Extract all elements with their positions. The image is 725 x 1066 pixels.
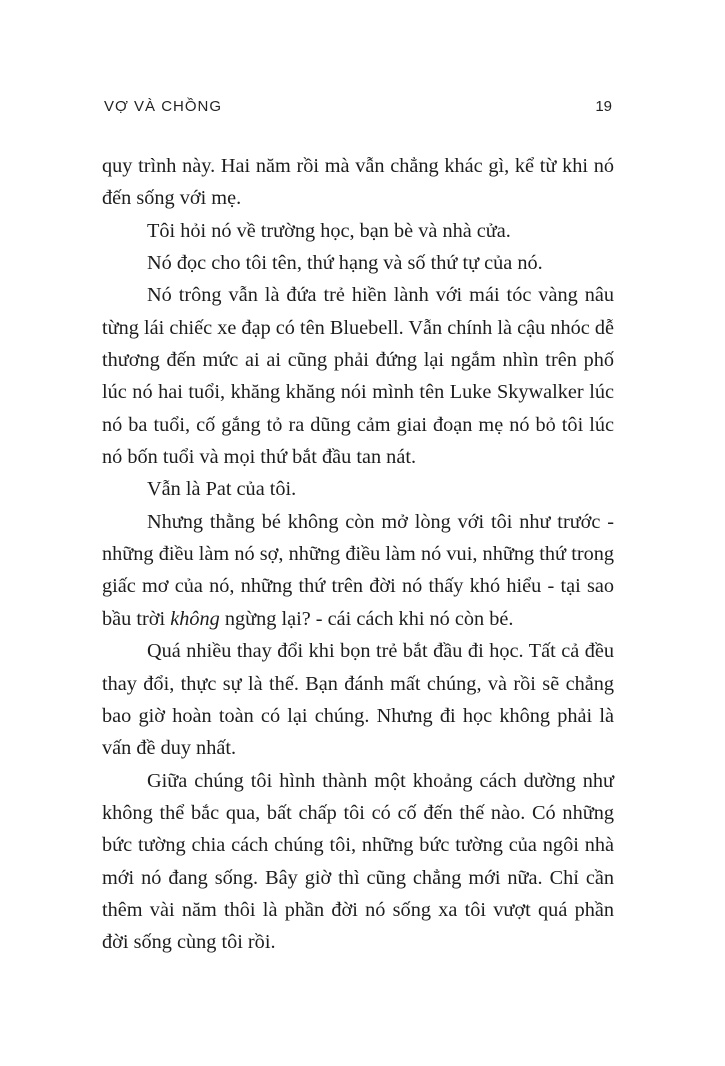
page-number: 19	[595, 98, 612, 115]
paragraph: Vẫn là Pat của tôi.	[147, 478, 297, 501]
paragraph: Tôi hỏi nó về trường học, bạn bè và nhà cửa.	[147, 219, 511, 242]
running-title: VỢ VÀ CHỒNG	[104, 98, 223, 115]
paragraph-text-after: ngừng lại? - cái cách khi nó còn bé.	[219, 607, 514, 630]
paragraph: quy trình này. Hai năm rồi mà vẫn chẳng khác gì, kể từ khi nó đến sống với mẹ.	[102, 155, 614, 210]
body-text	[102, 150, 614, 959]
emphasized-word: không	[170, 607, 220, 630]
paragraph: Nó trông vẫn là đứa trẻ hiền lành với mái tóc vàng nâu từng lái chiếc xe đạp có tên Bluebell. Vẫn chính là cậu nhóc dễ thương đến mức ai ai cũng phải đứng lại ngắm nhìn trên phố lúc nó hai tuổi, khăng khăng nói mình tên Luke Skywalker lúc nó ba tuổi, cố gắng tỏ ra dũng cảm giai đoạn mẹ nó bỏ tôi lúc nó bốn tuổi và mọi thứ bắt đầu tan nát.	[102, 284, 614, 469]
paragraph: Quá nhiều thay đổi khi bọn trẻ bắt đầu đi học. Tất cả đều thay đổi, thực sự là thế. Bạn đánh mất chúng, và rồi sẽ chẳng bao giờ hoàn toàn có lại chúng. Nhưng đi học không phải là vấn đề duy nhất.	[102, 640, 614, 760]
paragraph-with-emphasis	[102, 506, 614, 635]
paragraph: Giữa chúng tôi hình thành một khoảng cách dường như không thể bắc qua, bất chấp tôi có cố đến thế nào. Có những bức tường chia cách chúng tôi, những bức tường của ngôi nhà mới nó đang sống. Bây giờ thì cũng chẳng mới nữa. Chỉ cần thêm vài năm thôi là phần đời nó sống xa tôi vượt quá phần đời sống cùng tôi rồi.	[102, 769, 614, 954]
paragraph-text-before: Nhưng thằng bé không còn mở lòng với tôi như trước - những điều làm nó sợ, những điều làm nó vui, những thứ trong giấc mơ của nó, những thứ trên đời nó thấy khó hiểu - tại sao bầu trời	[102, 510, 614, 630]
paragraph: Nó đọc cho tôi tên, thứ hạng và số thứ tự của nó.	[147, 252, 543, 275]
